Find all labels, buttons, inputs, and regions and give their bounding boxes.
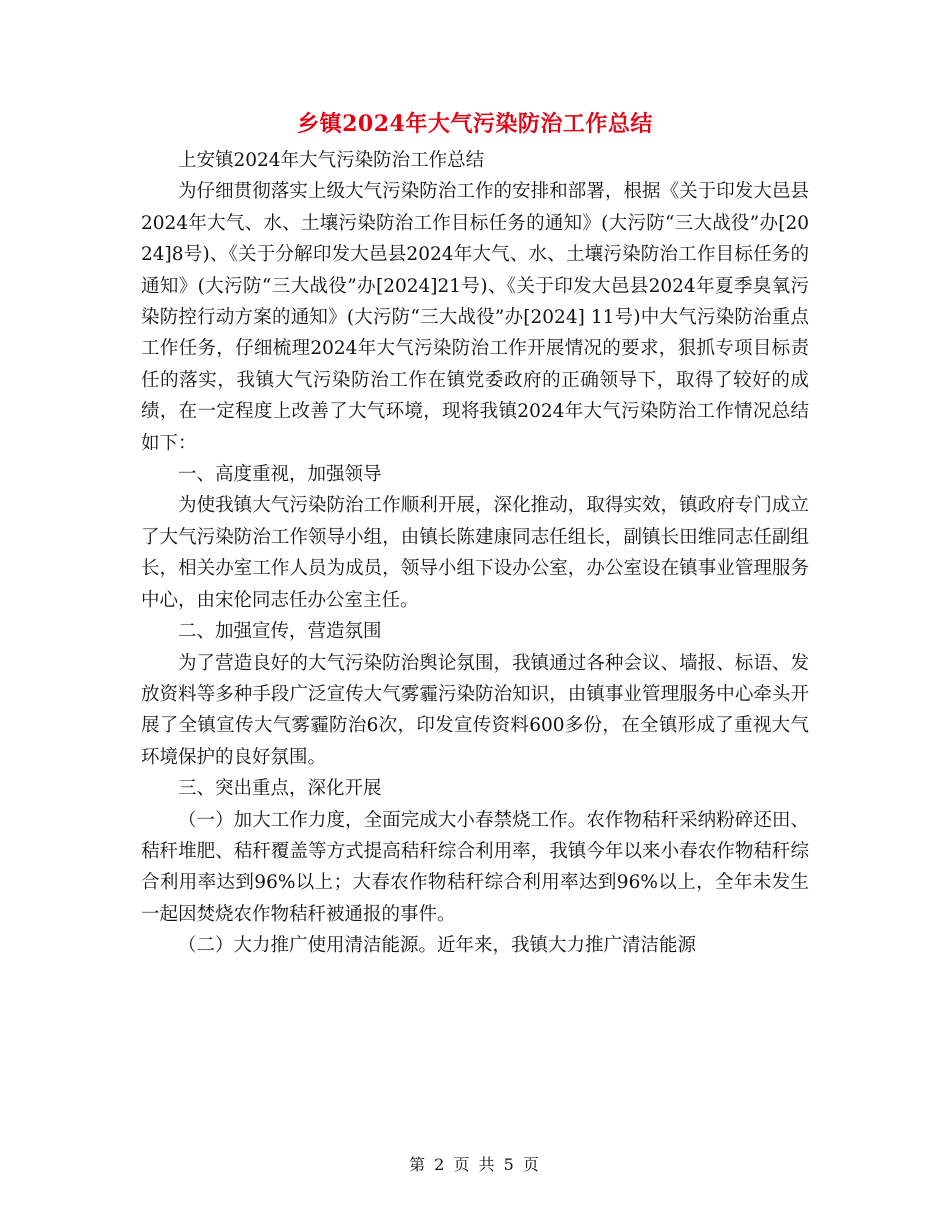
section-3-item-2: （二）大力推广使用清洁能源。近年来，我镇大力推广清洁能源 bbox=[178, 935, 697, 957]
section-2-paragraph: 为了营造良好的大气污染防治舆论氛围，我镇通过各种会议、墙报、标语、发放资料等多种手段广泛宣传大气雾霾污染防治知识，由镇事业管理服务中心牵头开展了全镇宣传大气雾霾防治6次，印发宣传资料600多份，在全镇形成了重视大气环境保护的良好氛围。 bbox=[141, 652, 809, 768]
section-1-paragraph: 为使我镇大气污染防治工作顺利开展，深化推动，取得实效，镇政府专门成立了大气污染防治工作领导小组，由镇长陈建康同志任组长，副镇长田维同志任副组长，相关办室工作人员为成员，领导小组下设办公室，办公室设在镇事业管理服务中心，由宋伦同志任办公室主任。 bbox=[141, 495, 809, 611]
section-heading-2: 二、加强宣传，营造氛围 bbox=[178, 621, 382, 643]
section-heading-3: 三、突出重点，深化开展 bbox=[178, 778, 382, 800]
document-body bbox=[141, 145, 809, 962]
document-title: 乡镇2024年大气污染防治工作总结 bbox=[297, 111, 653, 137]
section-3-item-1: （一）加大工作力度，全面完成大小春禁烧工作。农作物秸秆采纳粉碎还田、秸秆堆肥、秸秆覆盖等方式提高秸秆综合利用率，我镇今年以来小春农作物秸秆综合利用率达到96%以上；大春农作物秸秆综合利用率达到96%以上，全年未发生一起因焚烧农作物秸秆被通报的事件。 bbox=[141, 809, 809, 925]
page-footer: 第 2 页 共 5 页 bbox=[409, 1155, 541, 1174]
section-heading-1: 一、高度重视，加强领导 bbox=[178, 464, 382, 486]
intro-paragraph: 为仔细贯彻落实上级大气污染防治工作的安排和部署，根据《关于印发大邑县2024年大气、水、土壤污染防治工作目标任务的通知》(大污防“三大战役”办[2024]8号)、《关于分解印发大邑县2024年大气、水、土壤污染防治工作目标任务的通知》(大污防“三大战役”办[2024]21号)、《关于印发大邑县2024年夏季臭氧污染防控行动方案的通知》(大污防“三大战役”办[2024] 11号)中大气污染防治重点工作任务，仔细梳理2024年大气污染防治工作开展情况的要求，狠抓专项目标责任的落实，我镇大气污染防治工作在镇党委政府的正确领导下，取得了较好的成绩，在一定程度上改善了大气环境，现将我镇2024年大气污染防治工作情况总结如下： bbox=[141, 181, 809, 454]
subtitle-paragraph: 上安镇2024年大气污染防治工作总结 bbox=[178, 150, 485, 171]
